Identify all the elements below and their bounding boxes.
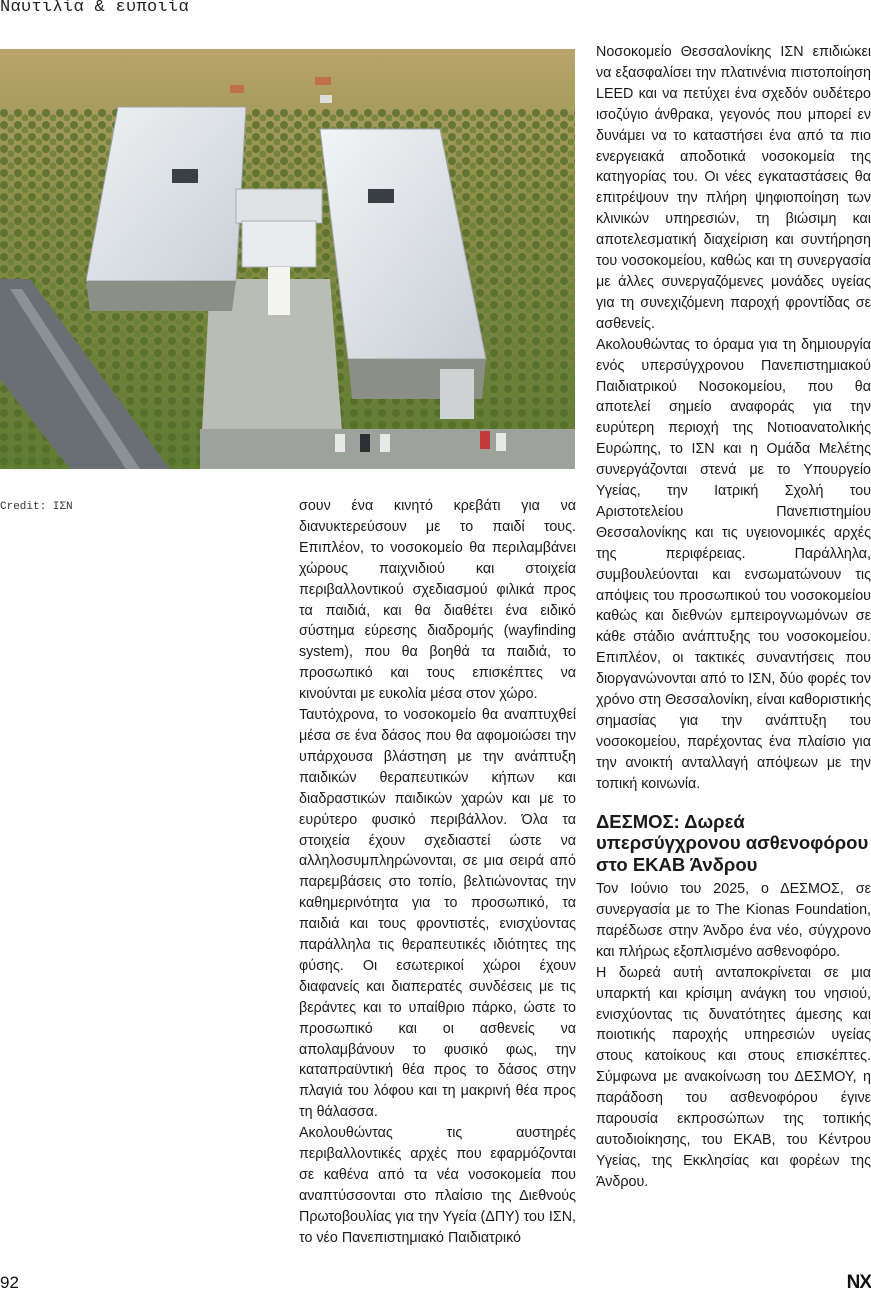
body-paragraph: Ταυτόχρονα, το νοσοκομείο θα αναπτυχθεί μέσα σε ένα δάσος που θα αφομοιώσει την υπάρχουσα βλάστηση με την ανάπτυξη παιδικών θεραπευτικών κήπων και διαδραστικών παιδικών χαρών και με το ευρύτερο φυσικό περιβάλλον. Όλα τα στοιχεία έχουν σχεδιαστεί ώστε να αλληλοσυμπληρώνονται, σε μια σειρά από παρεμβάσεις στο τοπίο, βελτιώνοντας την καθημερινότητα για το προσωπικό, τα παιδιά και τους φροντιστές, ενισχύοντας παράλληλα τις θεραπευτικές ιδιότητες της φύσης. Οι εσωτερικοί χώροι έχουν διαφανείς και διαπερατές συνδέσεις με τις βεράντες και το υπαίθριο πάρκο, ώστε το προσωπικό και οι ασθενείς να απολαμβάνουν το φυσικό φως, την καταπραϋντική θέα προς το δάσος στην πλαγιά του λόφου και τη μακρινή θέα προς τη θάλασσα. (299, 707, 576, 1121)
page-number: 92 (0, 1273, 19, 1292)
brand-logo: NX (846, 1272, 871, 1293)
body-paragraph: Ακολουθώντας το όραμα για τη δημιουργία ενός υπερσύγχρονου Πανεπιστημιακού Παιδιατρικού Νοσοκομείου, που θα αποτελεί σημείο αναφοράς για την ευρύτερη περιοχή της Νοτιοανατολικής Ευρώπης, το ΙΣΝ και η Ομάδα Μελέτης συνεργάζονται στενά με το Υπουργείο Υγείας, την Ιατρική Σχολή του Αριστοτελείου Πανεπιστημίου Θεσσαλονίκης και τις υγειονομικές αρχές της περιφέρειας. Παράλληλα, συμβουλεύονται και ενσωματώνουν τις απόψεις του προσωπικού του νοσοκομείου καθώς και διεθνών εμπειρογνωμόνων σε κάθε στάδιο ανάπτυξης του νοσοκομείου. Επιπλέον, οι τακτικές συναντήσεις που διοργανώνονται από το ΙΣΝ, δύο φορές τον χρόνο στη Θεσσαλονίκη, είναι καθοριστικής σημασίας για την ανάπτυξη του νοσοκομείου, παρέχοντας ένα πλαίσιο για την ανοικτή ανταλλαγή απόψεων με την τοπική κοινωνία. (596, 336, 871, 792)
middle-column (299, 496, 576, 1249)
section-paragraph: Η δωρεά αυτή ανταποκρίνεται σε μια υπαρκτή και κρίσιμη ανάγκη του νησιού, ενισχύοντας τις δυνατότητες άμεσης και ποιοτικής παροχής υπηρεσιών υγείας στους κατοίκους και στους επισκέπτες. Σύμφωνα με ανακοίνωση του ΔΕΣΜΟΥ, η παράδοση του ασθενοφόρου έγινε παρουσία εκπροσώπων της τοπικής αυτοδιοίκησης, του ΕΚΑΒ, του Κέντρου Υγείας, της Εκκλησίας και φορέων της Άνδρου. (596, 964, 871, 1190)
right-column (596, 42, 871, 1193)
hospital-aerial-rendering (0, 49, 575, 469)
body-paragraph: Ακολουθώντας τις αυστηρές περιβαλλοντικές αρχές που εφαρμόζονται σε καθένα από τα νέα νοσοκομεία που αναπτύσσονται στο πλαίσιο της Διεθνούς Πρωτοβουλίας για την Υγεία (ΔΠΥ) του ΙΣΝ, το νέο Πανεπιστημιακό Παιδιατρικό (299, 1125, 576, 1246)
body-paragraph: Νοσοκομείο Θεσσαλονίκης ΙΣΝ επιδιώκει να εξασφαλίσει την πλατινένια πιστοποίηση LEED και να πετύχει ένα σχεδόν ουδέτερο ισοζύγιο άνθρακα, γεγονός που μπορεί εν δυνάμει να το καταστήσει ένα από τα πιο ενεργειακά αποδοτικά νοσοκομεία της κατηγορίας του. Οι νέες εγκαταστάσεις θα επιτρέψουν την πλήρη ψηφιοποίηση των κλινικών υπηρεσιών, τη βιώσιμη και αποτελεσματική διαχείριση και συντήρηση του νοσοκομείου, καθώς και τη συνεργασία με άλλες συνεργαζόμενες μονάδες υγείας για τη συνεχιζόμενη παροχή φροντίδας σε ασθενείς. (596, 44, 871, 332)
body-paragraph: σουν ένα κινητό κρεβάτι για να διανυκτερεύσουν με το παιδί τους. Επιπλέον, το νοσοκομείο θα περιλαμβάνει χώρους παιχνιδιού και στοιχεία περιβαλλοντικού σχεδιασμού φιλικά προς τα παιδιά, και θα διαθέτει ένα ειδικό σύστημα εύρεσης διαδρομής (wayfinding system), που θα βοηθά τα παιδιά, το προσωπικό και τους επισκέπτες να κινούνται με ευκολία μέσα στον χώρο. (299, 498, 576, 703)
section-paragraph: Τον Ιούνιο του 2025, ο ΔΕΣΜΟΣ, σε συνεργασία με το The Kionas Foundation, παρέδωσε στην Άνδρο ένα νέο, σύγχρονο και πλήρως εξοπλισμένο ασθενοφόρο. (596, 881, 871, 960)
photo-credit: Credit: ΙΣΝ (0, 501, 73, 513)
section-title: Ναυτιλία & ευποιία (0, 0, 190, 17)
section-heading: ΔΕΣΜΟΣ: Δωρεά υπερσύγχρονου ασθενοφόρου στο ΕΚΑΒ Άνδρου (596, 810, 869, 875)
